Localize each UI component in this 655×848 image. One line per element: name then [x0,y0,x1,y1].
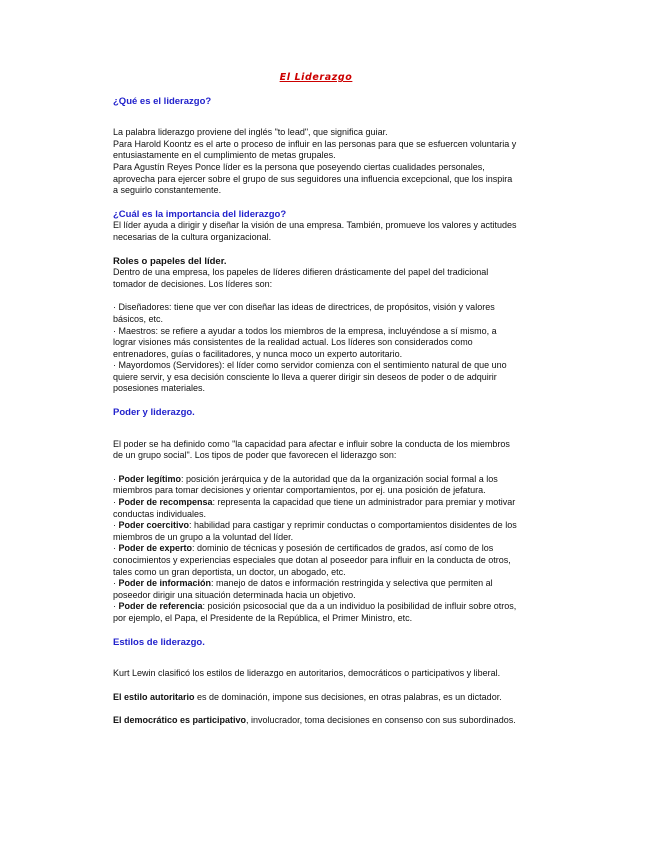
paragraph: El democrático es participativo, involucrador, toma decisiones en consenso con sus subordinados. [113,715,516,726]
section-heading-poder: Poder y liderazgo. [113,407,195,419]
power-list [113,474,519,625]
list-item: · Poder de información: manejo de datos e información restringida y selectiva que permiten al poseedor dirigir una situación determinada hacia un objetivo. [113,578,493,600]
paragraph-estilos-intro [113,668,519,680]
paragraph-estilo-democratico [113,715,519,727]
list-item: · Maestros: se refiere a ayudar a todos los miembros de la empresa, incluyéndose a sí mismo, a lograr visiones más consistentes de la realidad actual. Los líderes son considerados como entrenadores, guías o facilitadores, y nunca moco un experto autoritario. [113,325,497,359]
paragraph-estilo-autoritario [113,692,519,704]
style-term: El estilo autoritario [113,691,195,702]
section-heading-estilos: Estilos de liderazgo. [113,636,205,648]
list-item: · Poder coercitivo: habilidad para castigar y reprimir conductas o comportamientos disidentes de los miembros de un grupo a la voluntad del líder. [113,520,517,542]
paragraph: Kurt Lewin clasificó los estilos de liderazgo en autoritarios, democráticos o participativos y liberal. [113,668,501,679]
list-item: · Poder legítimo: posición jerárquica y de la autoridad que da la organización social formal a los miembros para tomar decisiones y orientar comportamientos, por ej. una posición de jefatura. [113,473,498,496]
list-item-term: Poder de referencia [118,601,203,612]
list-item: · Poder de recompensa: representa la capacidad que tiene un administrador para premiar y motivar conductas individuales. [113,497,516,519]
list-item: · Diseñadores: tiene que ver con diseñar las ideas de directrices, de propósitos, visión y valores básicos, etc. [113,302,495,324]
list-item-term: Poder legítimo [118,473,182,484]
paragraph: El líder ayuda a dirigir y diseñar la visión de una empresa. También, promueve los valores y actitudes necesarias de la cultura organizacional. [113,220,517,242]
section-body-que-es [113,127,519,197]
page-title: El Liderazgo [279,72,353,83]
paragraph: Para Harold Koontz es el arte o proceso de influir en las personas para que se esfuercen voluntaria y entusiastamente en el cumplimiento de metas grupales. [113,138,517,161]
paragraph: Para Agustín Reyes Ponce líder es la persona que poseyendo ciertas cualidades personales, aprovecha para ejercer sobre el grupo de sus seguidores una influencia excepcional, que los inspira a seguirlo constantemente. [113,161,513,196]
list-item: · Poder de experto: dominio de técnicas y posesión de certificados de grados, así como de los conocimientos y experiencias especiales que dotan al poseedor para influir en la conducta de otros, tales como un gran deportista, un doctor, un abogado, etc. [113,543,511,577]
list-item-term: Poder de experto [118,543,193,554]
spacer [113,290,519,302]
paragraph: El estilo autoritario es de dominación, impone sus decisiones, en otras palabras, es un dictador. [113,691,502,702]
paragraph: La palabra liderazgo proviene del inglés "to lead", que significa guiar. [113,127,388,138]
list-item-term: Poder de recompensa [118,497,213,508]
list-item: · Mayordomos (Servidores): el líder como servidor comienza con el sentimiento natural de que uno quiere servir, y esa decisión consciente lo lleva a querer dirigir sin deseos de poder o de adquirir posesiones materiales. [113,360,507,394]
style-term: El democrático es participativo [113,715,247,726]
list-item: · Poder de referencia: posición psicosocial que da a un individuo la posibilidad de influir sobre otros, por ejemplo, el Papa, el Presidente de la República, el Primer Ministro, etc. [113,601,517,623]
roles-list [113,302,519,395]
section-heading-que-es: ¿Qué es el liderazgo? [113,95,212,107]
list-item-term: Poder de información [118,578,212,589]
section-body-importancia [113,220,519,243]
spacer [113,462,519,474]
paragraph: El poder se ha definido como "la capacidad para afectar e influir sobre la conducta de los miembros de un grupo social". Los tipos de poder que favorecen el liderazgo son: [113,438,510,461]
paragraph: Dentro de una empresa, los papeles de líderes difieren drásticamente del papel del tradicional tomador de decisiones. Los líderes son: [113,267,489,289]
section-heading-roles: Roles o papeles del líder. [113,255,227,267]
list-item-term: Poder coercitivo [118,520,190,531]
section-heading-importancia: ¿Cuál es la importancia del liderazgo? [113,208,287,220]
